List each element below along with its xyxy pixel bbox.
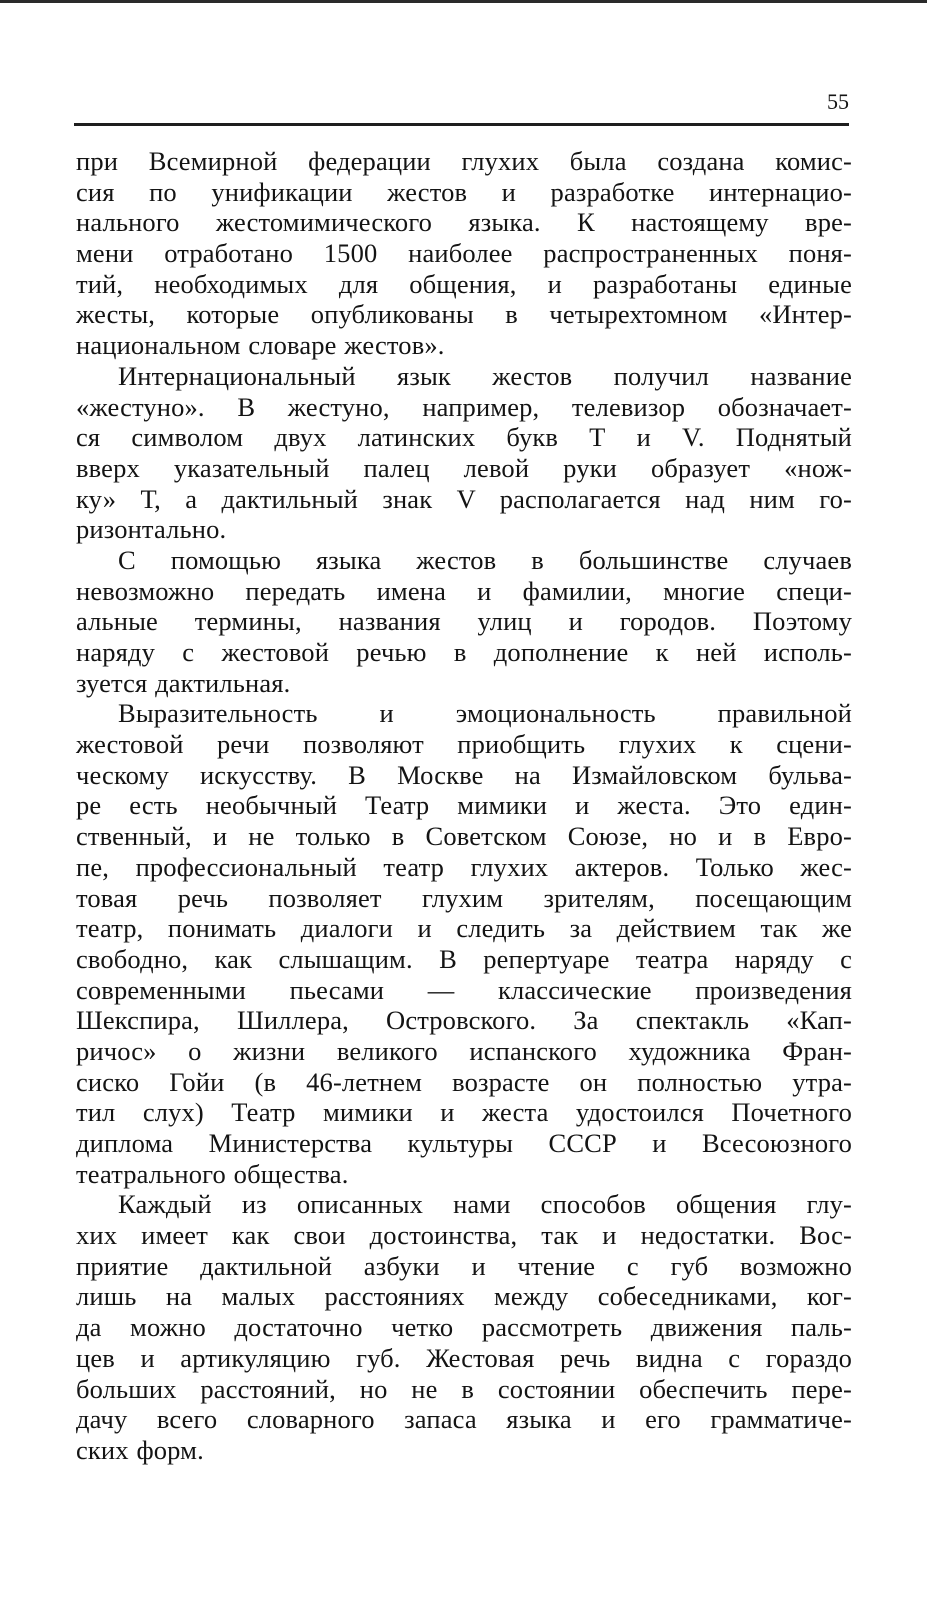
text-line: жесты, которые опубликованы в четырехтомном «Интер-: [76, 299, 852, 330]
text-line: Выразительность и эмоциональность правильной: [118, 698, 852, 729]
text-line: да можно достаточно четко рассмотреть движения паль-: [76, 1312, 852, 1343]
text-line: ризонтально.: [76, 514, 227, 545]
text-line: хих имеет как свои достоинства, так и недостатки. Вос-: [76, 1220, 852, 1251]
text-line: при Всемирной федерации глухих была создана комис-: [76, 146, 852, 176]
text-line: невозможно передать имена и фамилии, многие специ-: [76, 575, 852, 606]
text-line: зуется дактильная.: [76, 667, 291, 698]
text-line: «жестуно». В жестуно, например, телевизор обозначает-: [76, 391, 852, 422]
text-line: ку» Т, а дактильный знак V располагается над ним го-: [76, 483, 852, 514]
text-line: сиско Гойи (в 46-летнем возрасте он полностью утра-: [76, 1066, 852, 1097]
text-line: современными пьесами — классические произведения: [76, 974, 852, 1005]
text-line: тил слух) Театр мимики и жеста удостоился Почетного: [76, 1097, 852, 1128]
header-rule: [74, 123, 849, 126]
text-line: Шекспира, Шиллера, Островского. За спектакль «Кап-: [76, 1005, 852, 1036]
text-line: ре есть необычный Театр мимики и жеста. Это един-: [76, 790, 852, 821]
text-line: вверх указательный палец левой руки образует «нож-: [76, 452, 852, 483]
text-line: Каждый из описанных нами способов общения глу-: [118, 1189, 852, 1220]
text-line: тий, необходимых для общения, и разработаны единые: [76, 268, 852, 299]
text-line: свободно, как слышащим. В репертуаре театра наряду с: [76, 943, 852, 974]
text-line: пе, профессиональный театр глухих актеров. Только жес-: [76, 851, 852, 882]
text-line: ся символом двух латинских букв Т и V. Поднятый: [76, 422, 852, 453]
text-line: ричос» о жизни великого испанского художника Фран-: [76, 1035, 852, 1066]
text-line: Интернациональный язык жестов получил название: [118, 360, 852, 391]
text-line: ских форм.: [76, 1434, 204, 1465]
text-line: альные термины, названия улиц и городов. Поэтому: [76, 606, 852, 637]
paragraph: [76, 698, 852, 1189]
text-line: ческому искусству. В Москве на Измайловском бульва-: [76, 759, 852, 790]
text-line: диплома Министерства культуры СССР и Всесоюзного: [76, 1128, 852, 1158]
text-line: приятие дактильной азбуки и чтение с губ возможно: [76, 1250, 852, 1281]
text-line: дачу всего словарного запаса языка и его грамматиче-: [76, 1404, 852, 1435]
paragraph: [76, 146, 852, 361]
text-line: цев и артикуляцию губ. Жестовая речь видна с гораздо: [76, 1342, 852, 1373]
page-top-edge: [0, 0, 927, 3]
text-line: товая речь позволяет глухим зрителям, посещающим: [76, 882, 852, 913]
text-line: нального жестомимического языка. К настоящему вре-: [76, 207, 852, 238]
text-line: больших расстояний, но не в состоянии обеспечить пере-: [76, 1373, 852, 1404]
paragraph: [76, 1189, 852, 1465]
text-line: наряду с жестовой речью в дополнение к ней исполь-: [76, 637, 852, 667]
text-line: мени отработано 1500 наиболее распространенных поня-: [76, 238, 852, 269]
body-text: [76, 146, 852, 1466]
text-line: национальном словаре жестов».: [76, 330, 445, 361]
text-line: жестовой речи позволяют приобщить глухих к сцени-: [76, 729, 852, 760]
text-line: С помощью языка жестов в большинстве случаев: [118, 544, 852, 575]
text-line: лишь на малых расстояниях между собеседниками, ког-: [76, 1281, 852, 1312]
text-line: театрального общества.: [76, 1158, 349, 1189]
text-line: ственный, и не только в Советском Союзе, но и в Евро-: [76, 821, 852, 852]
text-line: сия по унификации жестов и разработке интернацио-: [76, 176, 852, 207]
page-number: 55: [827, 89, 849, 114]
paragraph: [76, 361, 852, 545]
paragraph: [76, 545, 852, 698]
text-line: театр, понимать диалоги и следить за действием так же: [76, 913, 852, 944]
